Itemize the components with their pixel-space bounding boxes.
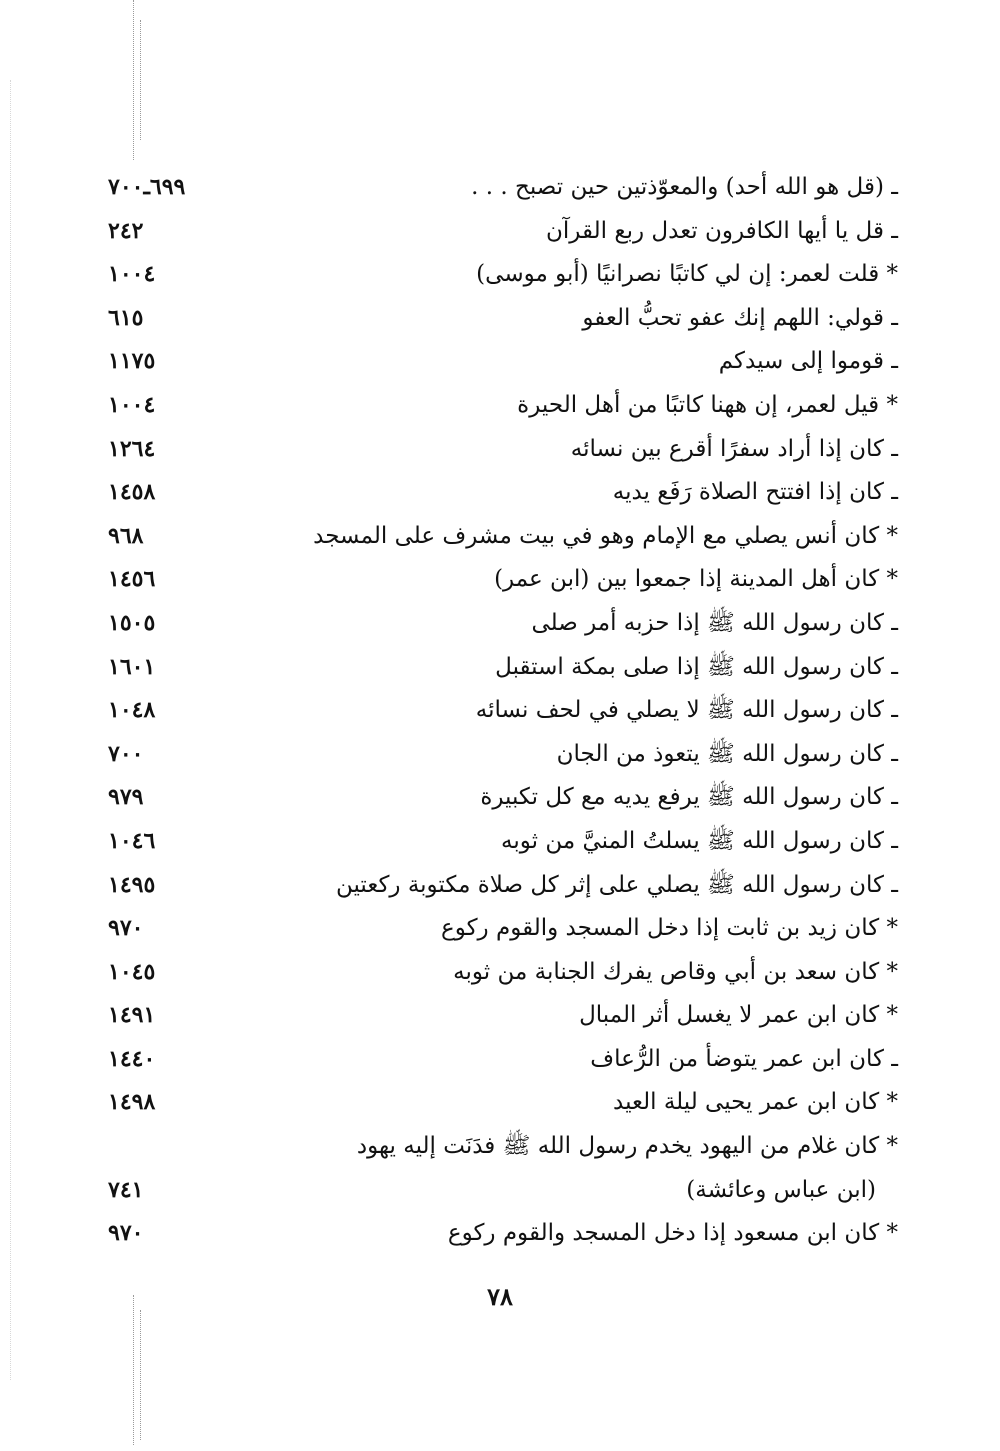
entry-text: ـ كان ابن عمر يتوضأ من الرُّعاف	[590, 1045, 898, 1072]
entry-text: ـ كان رسول الله ﷺ إذا حزبه أمر صلى	[531, 609, 898, 636]
entry-page-number: ١١٧٥	[108, 348, 156, 375]
entry-text: * كان أهل المدينة إذا جمعوا بين (ابن عمر)	[494, 566, 898, 593]
entry-text: ـ قوموا إلى سيدكم	[718, 348, 898, 375]
index-entry	[108, 471, 898, 515]
entry-page-number: ١٤٩٨	[108, 1089, 156, 1116]
entry-page-number: ١٠٤٦	[108, 827, 156, 854]
index-entry	[108, 340, 898, 384]
entry-page-number: ١٦٠١	[108, 653, 156, 680]
index-entry	[108, 820, 898, 864]
index-entry	[108, 1081, 898, 1125]
index-entry-multiline	[108, 1125, 898, 1212]
entry-page-number: ١٤٤٠	[108, 1045, 156, 1072]
scan-artifact-line	[140, 1310, 141, 1440]
index-entry	[108, 646, 898, 690]
scan-artifact-line	[133, 0, 134, 160]
scan-artifact-line	[10, 80, 11, 1380]
entry-text: * قيل لعمر، إن ههنا كاتبًا من أهل الحيرة	[517, 391, 898, 418]
entry-page-number: ٢٤٢	[108, 217, 144, 244]
entry-page-number: ٩٦٨	[108, 522, 144, 549]
index-entry	[108, 384, 898, 428]
entry-page-number: ١٠٤٥	[108, 958, 156, 985]
entry-text-line-2: (ابن عباس وعائشة)	[686, 1176, 876, 1203]
index-entry	[108, 776, 898, 820]
index-entry	[108, 297, 898, 341]
entry-text: * كان ابن عمر يحيى ليلة العيد	[613, 1089, 898, 1116]
index-entry	[108, 428, 898, 472]
entry-text: ـ كان رسول الله ﷺ لا يصلي في لحف نسائه	[475, 697, 898, 724]
entry-text: ـ كان رسول الله ﷺ يصلي على إثر كل صلاة مكتوبة ركعتين	[335, 871, 898, 898]
index-entry	[108, 558, 898, 602]
entry-text-line-1: * كان غلام من اليهود يخدم رسول الله ﷺ فدَنَت إليه يهود	[356, 1133, 898, 1160]
index-entry	[108, 253, 898, 297]
entry-text: ـ كان رسول الله ﷺ يتعوذ من الجان	[556, 740, 898, 767]
entry-text: ـ كان رسول الله ﷺ يرفع يديه مع كل تكبيرة	[480, 784, 898, 811]
index-entry	[108, 689, 898, 733]
entry-page-number: ١٤٩٥	[108, 871, 156, 898]
index-entry	[108, 515, 898, 559]
entry-page-number: ١٢٦٤	[108, 435, 156, 462]
index-entry	[108, 1038, 898, 1082]
entry-page-number: ٩٧٠	[108, 1220, 144, 1247]
index-entry	[108, 994, 898, 1038]
index-entry	[108, 907, 898, 951]
entry-text: * كان ابن مسعود إذا دخل المسجد والقوم ركوع	[447, 1220, 898, 1247]
entry-text: * كان أنس يصلي مع الإمام وهو في بيت مشرف على المسجد	[313, 522, 898, 549]
scan-artifact-line	[140, 20, 141, 140]
entry-page-number: ١٥٠٥	[108, 609, 156, 636]
scan-artifact-line	[133, 1295, 134, 1445]
index-entry	[108, 210, 898, 254]
entry-text: ـ (قل هو الله أحد) والمعوّذتين حين تصبح . . .	[471, 174, 898, 200]
entry-text: ـ قولي: اللهم إنك عفو تحبُّ العفو	[582, 304, 898, 331]
entry-text: ـ كان إذا أراد سفرًا أقرع بين نسائه	[570, 435, 898, 462]
entry-page-number: ٦٩٩ـ٧٠٠	[108, 174, 186, 200]
entry-text: * كان ابن عمر لا يغسل أثر المبال	[579, 1002, 898, 1029]
entry-text: ـ قل يا أيها الكافرون تعدل ربع القرآن	[546, 217, 898, 244]
entry-text: ـ كان رسول الله ﷺ يسلتُ المنيَّ من ثوبه	[501, 827, 898, 854]
entry-text	[258, 1125, 898, 1212]
index-entry	[108, 1212, 898, 1256]
index-entry	[108, 733, 898, 777]
entry-text: ـ كان رسول الله ﷺ إذا صلى بمكة استقبل	[495, 653, 898, 680]
entry-text: * كان زيد بن ثابت إذا دخل المسجد والقوم ركوع	[441, 915, 898, 942]
index-entry	[108, 864, 898, 908]
entry-text: ـ كان إذا افتتح الصلاة رَفَع يديه	[612, 479, 898, 506]
entry-page-number: ١٤٥٨	[108, 479, 156, 506]
entry-page-number: ٩٧٠	[108, 915, 144, 942]
entry-page-number: ٩٧٩	[108, 784, 144, 811]
entry-page-number: ١٠٠٤	[108, 261, 156, 288]
entry-page-number: ١٤٥٦	[108, 566, 156, 593]
entry-page-number: ١٠٠٤	[108, 391, 156, 418]
page-number: ٧٨	[487, 1282, 513, 1311]
entry-page-number: ١٤٩١	[108, 1002, 156, 1029]
hadith-index-list	[108, 166, 898, 1256]
index-entry	[108, 602, 898, 646]
index-entry	[108, 166, 898, 210]
entry-text: * قلت لعمر: إن لي كاتبًا نصرانيًا (أبو موسى)	[476, 261, 898, 288]
entry-page-number: ٧٤١	[108, 1176, 144, 1203]
entry-page-number: ١٠٤٨	[108, 697, 156, 724]
entry-text: * كان سعد بن أبي وقاص يفرك الجنابة من ثوبه	[453, 958, 898, 985]
entry-page-number: ٦١٥	[108, 304, 144, 331]
entry-page-number: ٧٠٠	[108, 740, 144, 767]
index-entry	[108, 951, 898, 995]
